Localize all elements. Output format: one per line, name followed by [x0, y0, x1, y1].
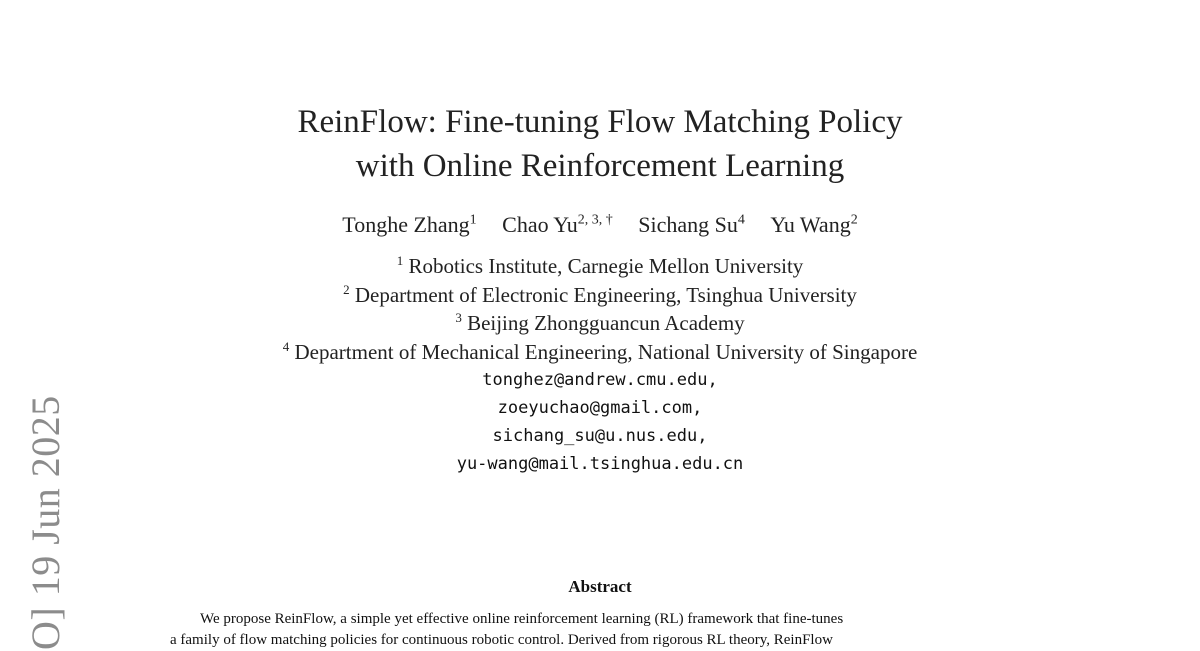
affiliation-marker: 2 [343, 281, 350, 297]
author-affil-marker: 2, 3, † [577, 212, 613, 228]
author-name: Sichang Su [638, 212, 738, 237]
author-name: Yu Wang [770, 212, 851, 237]
author-list [0, 212, 1200, 238]
abstract-line-1: We propose ReinFlow, a simple yet effective online reinforcement learning (RL) framework that fine-tunes [200, 611, 844, 627]
affiliation-4 [0, 338, 1200, 367]
author-affil-marker: 4 [737, 212, 745, 228]
affiliation-text: Robotics Institute, Carnegie Mellon University [408, 254, 804, 278]
arxiv-sidebar-stamp: O] 19 Jun 2025 [23, 395, 68, 650]
author-affil-marker: 2 [850, 212, 858, 228]
affiliation-2 [0, 281, 1200, 310]
title-line-2: with Online Reinforcement Learning [355, 148, 845, 184]
affiliation-text: Beijing Zhongguancun Academy [467, 311, 745, 335]
email-address: sichang_su@u.nus.edu, [492, 426, 708, 446]
abstract-heading: Abstract [568, 577, 632, 596]
affiliation-marker: 4 [282, 338, 290, 354]
email-list [0, 366, 1200, 478]
author-chao-yu [502, 212, 613, 238]
affiliation-1 [0, 252, 1200, 281]
affiliation-3 [0, 309, 1200, 338]
author-sichang-su [638, 212, 745, 238]
paper-header [0, 100, 1200, 478]
title-line-1: ReinFlow: Fine-tuning Flow Matching Policy [297, 104, 903, 140]
affiliation-text: Department of Mechanical Engineering, National University of Singapore [294, 339, 918, 364]
abstract-line-2: a family of flow matching policies for continuous robotic control. Derived from rigorous RL theory, ReinFlow [170, 632, 833, 648]
author-tonghe-zhang [342, 212, 476, 238]
email-address: zoeyuchao@gmail.com, [497, 398, 703, 418]
paper-title [0, 100, 1200, 188]
affiliation-list [0, 252, 1200, 478]
affiliation-marker: 1 [396, 253, 404, 268]
author-yu-wang [770, 212, 857, 238]
author-affil-marker: 1 [469, 212, 477, 228]
author-name: Chao Yu [502, 212, 578, 237]
affiliation-text: Department of Electronic Engineering, Tsinghua University [354, 282, 857, 307]
author-name: Tonghe Zhang [342, 212, 470, 237]
email-address: yu-wang@mail.tsinghua.edu.cn [456, 454, 744, 474]
affiliation-marker: 3 [455, 310, 462, 325]
abstract-text [170, 609, 1032, 651]
email-address: tonghez@andrew.cmu.edu, [482, 370, 718, 390]
